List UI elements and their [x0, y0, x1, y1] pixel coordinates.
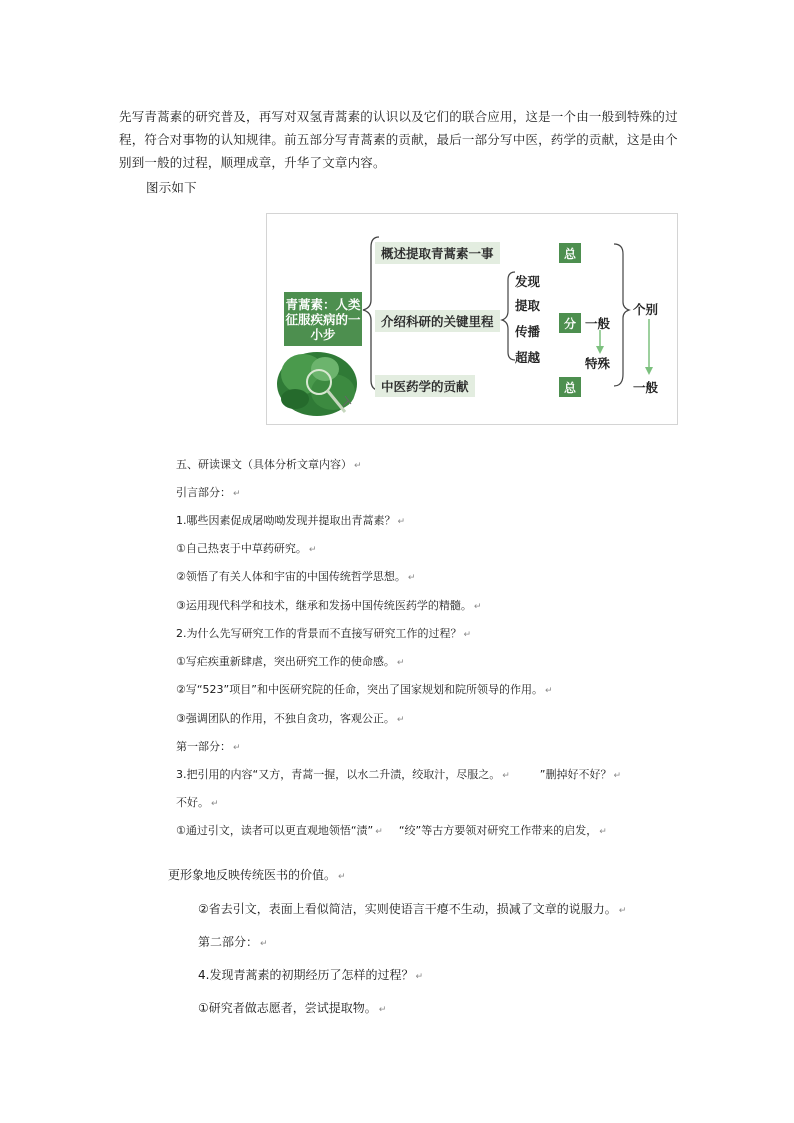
q1-answer-3: ③运用现代科学和技术，继承和发扬中国传统医药学的精髓。 ↵ [176, 599, 482, 612]
q2-answer-3: ③强调团队的作用，不独自贪功，客观公正。 ↵ [176, 712, 405, 725]
intro-line-2: 程，符合对事物的认知规律。前五部分写青蒿素的贡献，最后一部分写中医，药学的贡献，这是由个 [119, 132, 678, 147]
mind-map-diagram [266, 213, 678, 425]
q3-answer-1: ①通过引文，读者可以更直观地领悟“渍” ↵ “绞”等古方要领对研究工作带来的启发， ↵ [176, 824, 607, 837]
label-individual: 个别 [633, 302, 659, 317]
q4-answer-1: ①研究者做志愿者，尝试提取物。 ↵ [198, 1001, 387, 1015]
artemisia-plant-illustration [277, 352, 357, 416]
tag-general-bottom: 总 [559, 377, 581, 397]
milestone-extract: 提取 [515, 298, 541, 313]
q3-answer-1-continued: 更形象地反映传统医书的价值。 ↵ [168, 868, 346, 882]
q2-answer-2: ②写“523”项目”和中医研究院的任命，突出了国家规划和院所领导的作用。 ↵ [176, 683, 553, 696]
section-heading: 五、研读课文（具体分析文章内容） ↵ [176, 458, 362, 471]
q3-answer-2: ②省去引文，表面上看似简洁，实则使语言干瘪不生动，损减了文章的说服力。 ↵ [198, 902, 627, 916]
branch-overview: 概述提取青蒿素一事 [375, 242, 500, 264]
q2-answer-1: ①写疟疾重新肆虐，突出研究工作的使命感。 ↵ [176, 655, 405, 668]
part-2-label: 第二部分： ↵ [198, 935, 268, 949]
milestone-surpass: 超越 [515, 350, 541, 365]
milestone-spread: 传播 [515, 324, 541, 339]
q1-answer-1: ①自己热衷于中草药研究。 ↵ [176, 542, 317, 555]
figure-caption: 图示如下 [146, 180, 197, 195]
part-1-label: 第一部分： ↵ [176, 740, 241, 753]
intro-line-3: 别到一般的过程，顺理成章，升华了文章内容。 [119, 155, 386, 170]
q3-answer: 不好。 ↵ [176, 796, 219, 809]
label-special: 特殊 [585, 356, 611, 371]
intro-line-1: 先写青蒿素的研究普及，再写对双氢青蒿素的认识以及它们的联合应用，这是一个由一般到特殊的过 [119, 109, 678, 124]
question-3: 3.把引用的内容“又方，青蒿一握，以水二升渍，绞取汁，尽服之。 ↵ ”删掉好不好？ ↵ [176, 768, 621, 781]
diagram-center-label: 青蒿素：人类征服疾病的一小步 [284, 292, 362, 346]
question-2: 2.为什么先写研究工作的背景而不直接写研究工作的过程？ ↵ [176, 627, 472, 640]
tag-general-top: 总 [559, 243, 581, 263]
branch-tcm-contribution: 中医药学的贡献 [375, 375, 475, 397]
label-general: 一般 [585, 316, 611, 331]
q1-answer-2: ②领悟了有关人体和宇宙的中国传统哲学思想。 ↵ [176, 570, 416, 583]
question-4: 4.发现青蒿素的初期经历了怎样的过程？ ↵ [198, 968, 423, 982]
tag-specific: 分 [559, 313, 581, 333]
intro-part-label: 引言部分： ↵ [176, 486, 241, 499]
milestone-discover: 发现 [515, 274, 541, 289]
label-general-final: 一般 [633, 380, 659, 395]
branch-milestones: 介绍科研的关键里程 [375, 310, 500, 332]
question-1: 1.哪些因素促成屠呦呦发现并提取出青蒿素？ ↵ [176, 514, 406, 527]
